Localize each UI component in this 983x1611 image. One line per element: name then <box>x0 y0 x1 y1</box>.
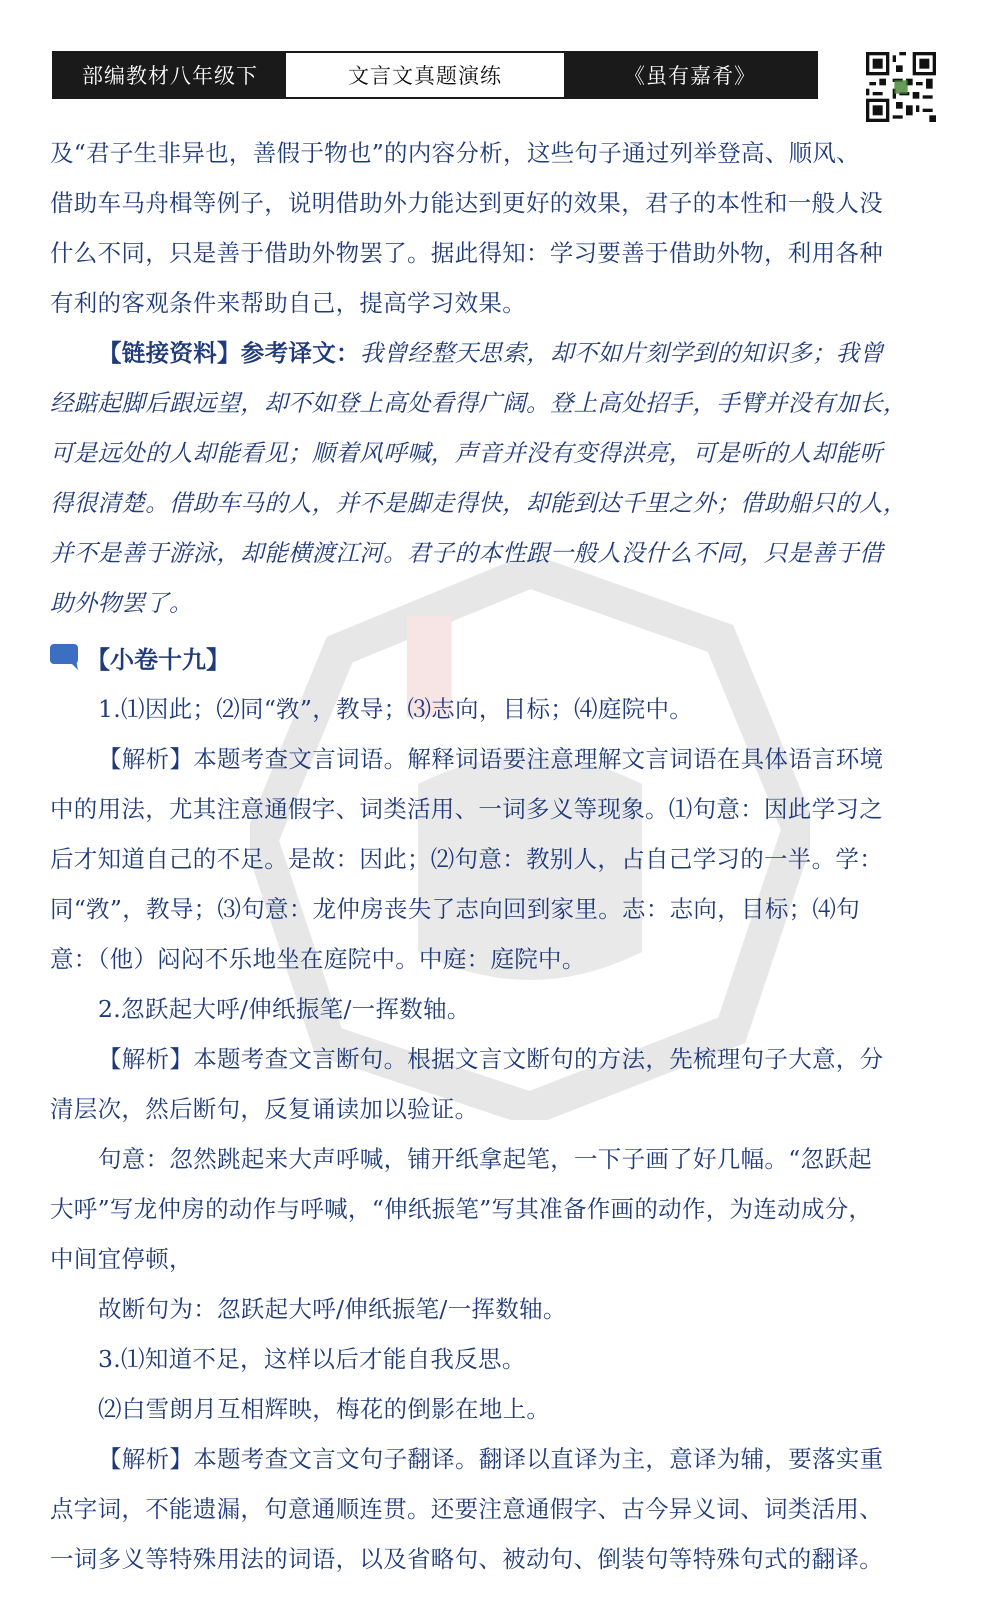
answer-line: 点字词，不能遗漏，句意通顺连贯。还要注意通假字、古今异义词、词类活用、 <box>50 1495 883 1523</box>
answer-line: 一词多义等特殊用法的词语，以及省略句、被动句、倒装句等特殊句式的翻译。 <box>50 1545 883 1573</box>
link-line: 得很清楚。借助车马的人，并不是脚走得快，却能到达千里之外；借助船只的人， <box>50 489 907 517</box>
answer-line: 1.⑴因此；⑵同“敩”，教导；⑶志向，目标；⑷庭院中。 <box>98 695 694 723</box>
intro-line: 及“君子生非异也，善假于物也”的内容分析，这些句子通过列举登高、顺风、 <box>50 139 861 167</box>
header-grade: 部编教材八年级下 <box>54 53 286 97</box>
answer-line: 大呼”写龙仲房的动作与呼喊，“伸纸振笔”写其准备作画的动作，为连动成分， <box>50 1195 873 1223</box>
answer-line: 2.忽跃起大呼/伸纸振笔/一挥数轴。 <box>98 995 471 1023</box>
page-content <box>50 128 938 1584</box>
link-line: 助外物罢了。 <box>50 589 193 617</box>
answer-line: 【解析】本题考查文言词语。解释词语要注意理解文言词语在具体语言环境 <box>98 745 884 773</box>
link-line: 并不是善于游泳，却能横渡江河。君子的本性跟一般人没什么不同，只是善于借 <box>50 539 883 567</box>
answer-line: 句意：忽然跳起来大声呼喊，铺开纸拿起笔，一下子画了好几幅。“忽跃起 <box>98 1145 872 1173</box>
intro-line: 借助车马舟楫等例子，说明借助外力能达到更好的效果，君子的本性和一般人没 <box>50 189 883 217</box>
link-line: 可是远处的人却能看见；顺着风呼喊，声音并没有变得洪亮，可是听的人却能听 <box>50 439 883 467</box>
intro-line: 什么不同，只是善于借助外物罢了。据此得知：学习要善于借助外物，利用各种 <box>50 239 883 267</box>
answer-line: ⑵白雪朗月互相辉映，梅花的倒影在地上。 <box>98 1395 551 1423</box>
link-label: 【链接资料】参考译文： <box>98 339 360 367</box>
answer-line: 3.⑴知道不足，这样以后才能自我反思。 <box>98 1345 526 1373</box>
section-title: 【小卷十九】 <box>86 645 230 674</box>
link-line: 经踮起脚后跟远望，却不如登上高处看得广阔。登上高处招手，手臂并没有加长， <box>50 389 907 417</box>
answer-line: 【解析】本题考查文言文句子翻译。翻译以直译为主，意译为辅，要落实重 <box>98 1445 884 1473</box>
qr-code-icon[interactable] <box>866 52 936 122</box>
intro-line: 有利的客观条件来帮助自己，提高学习效果。 <box>50 289 526 317</box>
header-subject: 文言文真题演练 <box>286 53 564 97</box>
answer-line: 后才知道自己的不足。是故：因此；⑵句意：教别人，占自己学习的一半。学： <box>50 845 883 873</box>
header-bar <box>52 51 818 99</box>
header-title: 《虽有嘉肴》 <box>564 53 816 97</box>
link-text: 我曾经整天思索，却不如片刻学到的知识多；我曾 <box>359 339 884 367</box>
answer-line: 中间宜停顿， <box>50 1245 193 1273</box>
answer-line: 故断句为：忽跃起大呼/伸纸振笔/一挥数轴。 <box>98 1295 567 1323</box>
chat-bubble-icon <box>50 644 80 670</box>
section-header <box>50 630 938 684</box>
answer-line: 同“敩”，教导；⑶句意：龙仲房丧失了志向回到家里。志：志向，目标；⑷句 <box>50 895 861 923</box>
link-paragraph-first <box>50 328 938 378</box>
answer-line: 【解析】本题考查文言断句。根据文言文断句的方法，先梳理句子大意，分 <box>98 1045 884 1073</box>
answer-line: 意：（他）闷闷不乐地坐在庭院中。中庭：庭院中。 <box>50 945 586 973</box>
answer-line: 中的用法，尤其注意通假字、词类活用、一词多义等现象。⑴句意：因此学习之 <box>50 795 883 823</box>
answer-line: 清层次，然后断句，反复诵读加以验证。 <box>50 1095 479 1123</box>
